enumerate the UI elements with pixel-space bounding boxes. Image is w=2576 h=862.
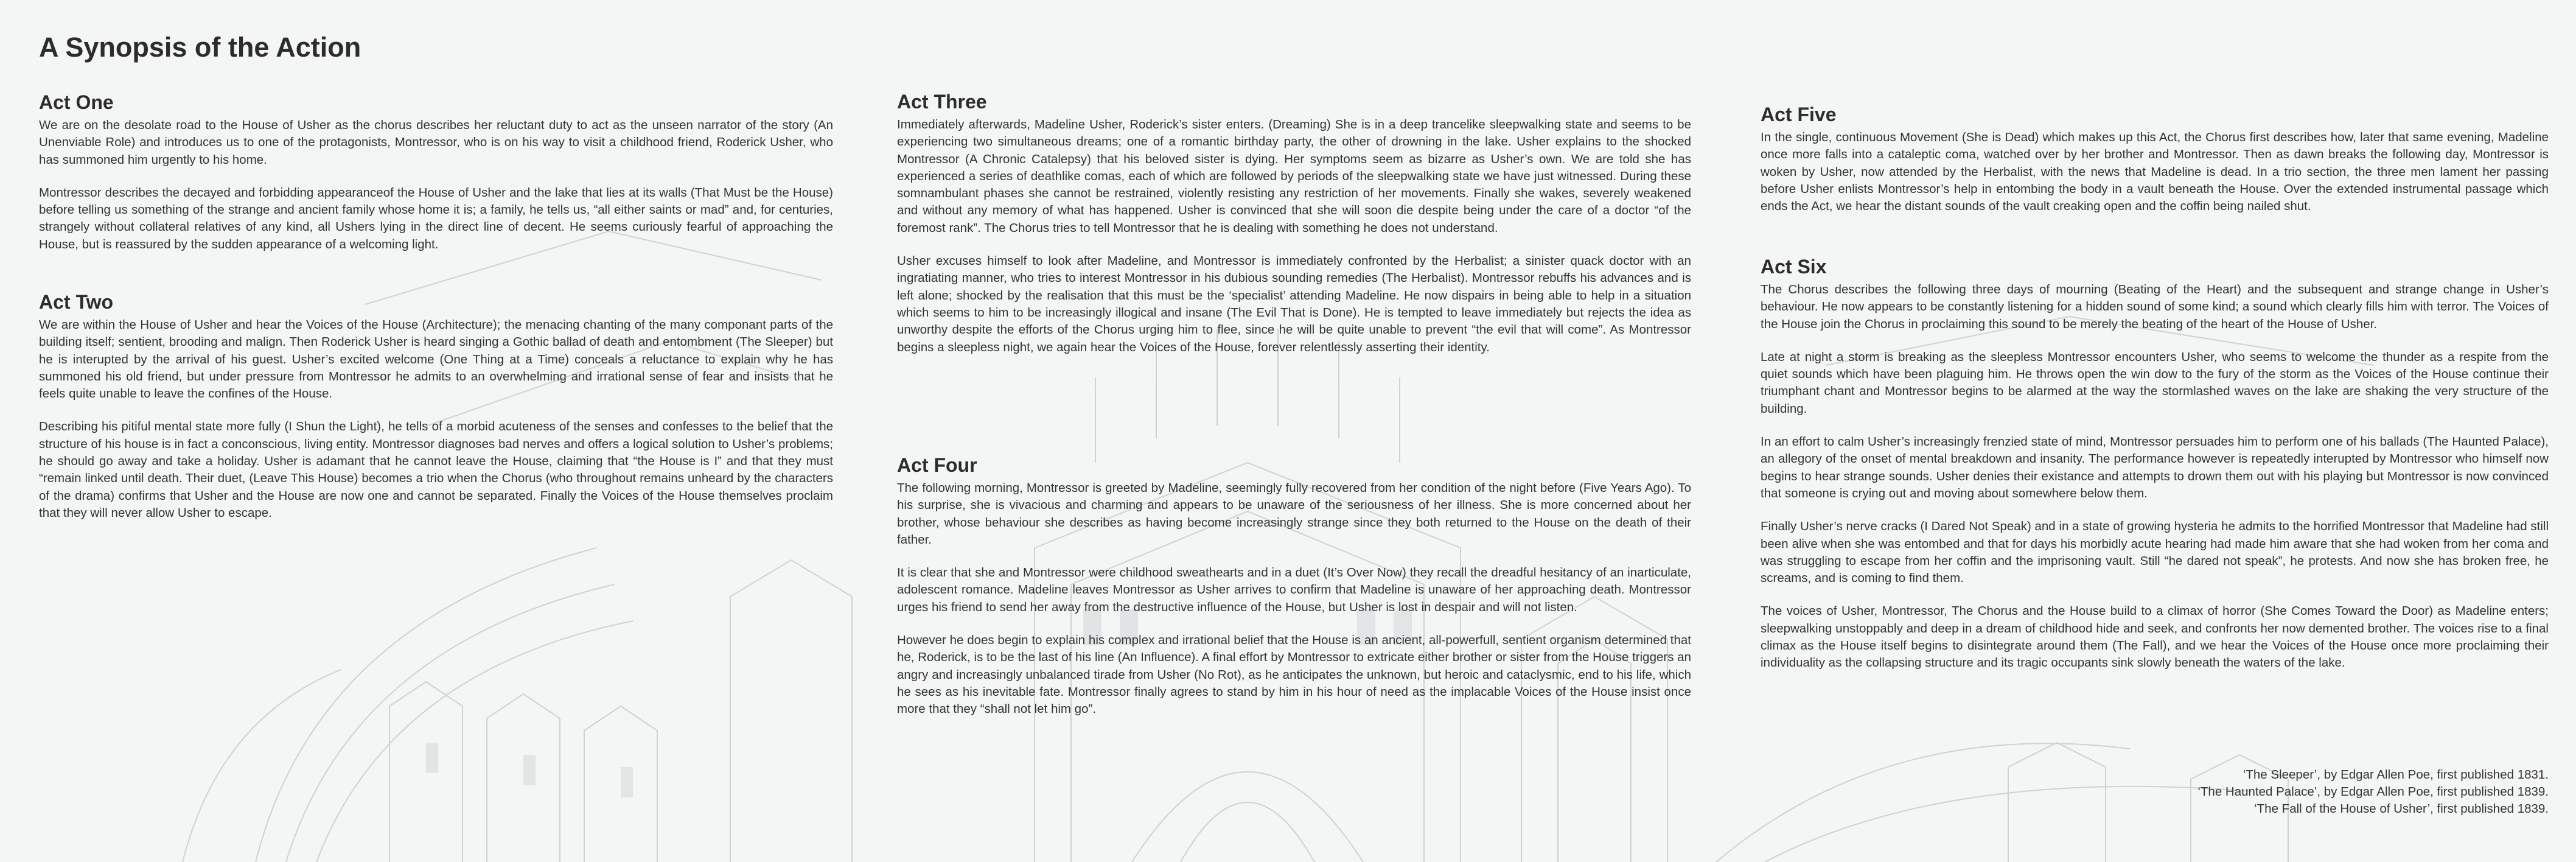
act-paragraph: The following morning, Montressor is greeted by Madeline, seemingly fully recovered from her condition of the night before (Five Years Ago). To his surprise, she is vivacious and charming and appears to be unaware of the seriousness of her illness. She is more concerned about her brother, whose behaviour she describes as having become increasingly strange since they both returned to the House on the death of their father. — [897, 481, 1691, 547]
act-two-section — [39, 291, 833, 538]
act-paragraph: We are within the House of Usher and hear the Voices of the House (Architecture); the menacing chanting of the many componant parts of the building itself; sentient, brooding and malign. Then Roderick Usher is heard singing a Gothic ballad of death and entombment (The Sleeper) but he is interupted by the arrival of his guest. Usher’s excited welcome (One Thing at a Time) conceals a reluctance to explain why he has summoned his old friend, but under pressure from Montressor he admits to an overwhelming and irrational sense of fear and insists that he feels quite unable to leave the confines of the House. — [39, 318, 833, 401]
credit-line: ‘The Sleeper’, by Edgar Allen Poe, first published 1831. — [2243, 768, 2549, 782]
act-paragraph: It is clear that she and Montressor were childhood sweathearts and in a duet (It’s Over Now) they recall the dreadful hesitancy of an inarticulate, adolescent romance. Madeline leaves Montressor as Usher arrives to confirm that Madeline is unaware of her approaching death. Montressor urges his friend to send her away from the destructive influence of the House, but Usher is lost in despair and will not listen. — [897, 566, 1691, 614]
act-paragraph: Usher excuses himself to look after Madeline, and Montressor is immediately confronted by the Herbalist; a sinister quack doctor with an ingratiating manner, who tries to interest Montressor in his dubious sounding remedies (The Herbalist). Montressor rebuffs his advances and is left alone; shocked by the realisation that this must be the ‘specialist’ attending Madeline. He now dispairs in being able to help in a situation which seems to him to be increasingly illogical and insane (The Evil That is Done). He is tempted to leave immediately but rejects the idea as unworthy despite the efforts of the Chorus urging him to flee, since he will be quite unable to prevent “the evil that will come”. As Montressor begins a sleepless night, we again hear the Voices of the House, forever relentlessly asserting their identity. — [897, 254, 1691, 354]
act-paragraph: However he does begin to explain his complex and irrational belief that the House is an ancient, all-powerfull, sentient organism determined that he, Roderick, is to be the last of his line (An Influence). A final effort by Montressor to extricate either brother or sister from the House triggers an angry and increasingly unbalanced tirade from Usher (No Rot), as he anticipates the unknown, but heroic and cataclysmic, end to his life, which he sees as his inevitable fate. Montressor finally agrees to stand by him in his hour of need as the implacable Voices of the House insist once more that they “shall not let him go”. — [897, 633, 1691, 717]
act-heading: Act Four — [897, 454, 977, 476]
act-heading: Act Five — [1761, 103, 1837, 125]
credit-line: ‘The Fall of the House of Usher’, first published 1839. — [2254, 802, 2549, 816]
act-four-section — [897, 454, 1691, 734]
act-three-section — [897, 91, 1691, 372]
act-heading: Act Two — [39, 291, 114, 313]
source-credits — [1761, 766, 2549, 818]
act-paragraph: Finally Usher’s nerve cracks (I Dared Not Speak) and in a state of growing hysteria he admits to the horrified Montressor that Madeline had still been alive when she was entombed and that for days his morbidly acute hearing had made him aware that she had woken from her coma and was struggling to escape from her coffin and the imprisoning vault. Still “he dared not speak”, he protests. And now she has broken free, he screams, and is coming to find them. — [1761, 519, 2549, 586]
act-paragraph: The Chorus describes the following three days of mourning (Beating of the Heart) and the subsequent and strange change in Usher’s behaviour. He now appears to be constantly listening for a hidden sound of some kind; a sound which clearly fills him with terror. The Voices of the House join the Chorus in proclaiming this sound to be merely the beating of the heart of the House of Usher. — [1761, 282, 2549, 331]
page-title: A Synopsis of the Action — [39, 32, 361, 63]
act-paragraph: We are on the desolate road to the House of Usher as the chorus describes her reluctant duty to act as the unseen narrator of the story (An Unenviable Role) and introduces us to one of the protagonists, Montressor, who is on his way to visit a childhood friend, Roderick Usher, who has summoned him urgently to his home. — [39, 118, 833, 167]
act-heading: Act Three — [897, 91, 987, 113]
act-one-section — [39, 91, 833, 269]
credit-line: ‘The Haunted Palace’, by Edgar Allen Poe, first published 1839. — [2197, 785, 2549, 799]
act-paragraph: Describing his pitiful mental state more fully (I Shun the Light), he tells of a morbid acuteness of the senses and confesses to the belief that the structure of his house is in fact a conconscious, living entity. Montressor diagnoses bad nerves and offers a logical solution to Usher’s problems; he should go away and take a holiday. Usher is adamant that he cannot leave the House, claiming that “the House is I” and that they must “remain linked until death. Their duet, (Leave This House) becomes a trio when the Chorus (who throughout remains unheard by the characters of the drama) confirms that Usher and the House are now one and cannot be separated. Finally the Voices of the House themselves proclaim that they will never allow Usher to escape. — [39, 419, 833, 520]
act-heading: Act One — [39, 91, 114, 113]
act-six-section — [1761, 256, 2549, 688]
act-paragraph: Immediately afterwards, Madeline Usher, Roderick’s sister enters. (Dreaming) She is in a deep trancelike sleepwalking state and seems to be experiencing two simultaneous dreams; one of a romantic birthday party, the other of drowning in the lake. Usher explains to the shocked Montressor (A Chronic Catalepsy) that his beloved sister is dying. Her symptoms seem as bizarre as Usher’s own. We are told she has experienced a series of deathlike comas, each of which are followed by periods of the sleepwalking state we have just witnessed. During these somnambulant phases she cannot be restrained, violently resisting any restriction of her movements. Finally she wakes, severely weakened and without any memory of what has happened. Usher is convinced that she will soon die despite being under the care of a doctor “of the foremost rank”. The Chorus tries to tell Montressor that he is dealing with something he does not understand. — [897, 117, 1691, 235]
act-paragraph: In an effort to calm Usher’s increasingly frenzied state of mind, Montressor persuades him to perform one of his ballads (The Haunted Palace), an allegory of the onset of mental breakdown and insanity. The performance however is repeatedly interupted by Montressor who himself now begins to hear strange sounds. Usher denies their existance and attempts to drown them out with his playing but Montressor is now convinced that someone is crying out and moving about somewhere below them. — [1761, 435, 2549, 500]
act-paragraph: The voices of Usher, Montressor, The Chorus and the House build to a climax of horror (She Comes Toward the Door) as Madeline enters; sleepwalking unstoppably and deep in a dream of childhood hide and seek, and confronts her now demented brother. The voices rise to a final climax as the House itself begins to disintegrate around them (The Fall), and we hear the Voices of the House once more proclaiming their individuality as the collapsing structure and its tragic occupants sink slowly beneath the waters of the lake. — [1761, 604, 2549, 670]
act-paragraph: Montressor describes the decayed and forbidding appearanceof the House of Usher and the lake that lies at its walls (That Must be the House) before telling us something of the strange and ancient family whose home it is; a family, he tells us, “all either saints or mad” and, for centuries, strangely without collateral relatives of any kind, all Ushers lying in the direct line of decent. He seems curiously fearful of approaching the House, but is reassured by the sudden appearance of a welcoming light. — [39, 185, 833, 251]
act-five-section — [1761, 103, 2549, 231]
act-paragraph: In the single, continuous Movement (She is Dead) which makes up this Act, the Chorus first describes how, later that same evening, Madeline once more falls into a cataleptic coma, watched over by her brother and Montressor. Then as dawn breaks the following day, Montressor is woken by Usher, now attended by the Herbalist, with the news that Madeline is dead. In a trio section, the three men lament her passing before Usher enlists Montressor’s help in entombing the body in a vault beneath the House. Over the extended instrumental passage which ends the Act, we hear the distant sounds of the vault creaking open and the coffin being nailed shut. — [1761, 130, 2549, 214]
act-heading: Act Six — [1761, 256, 1827, 278]
act-paragraph: Late at night a storm is breaking as the sleepless Montressor encounters Usher, who seems to welcome the thunder as a respite from the quiet sounds which have been plaguing him. He throws open the win dow to the fury of the storm as the Voices of the House continue their triumphant chant and Montressor begins to be alarmed at the way the stormlashed waves on the lake are shaking the very structure of the building. — [1761, 349, 2549, 416]
